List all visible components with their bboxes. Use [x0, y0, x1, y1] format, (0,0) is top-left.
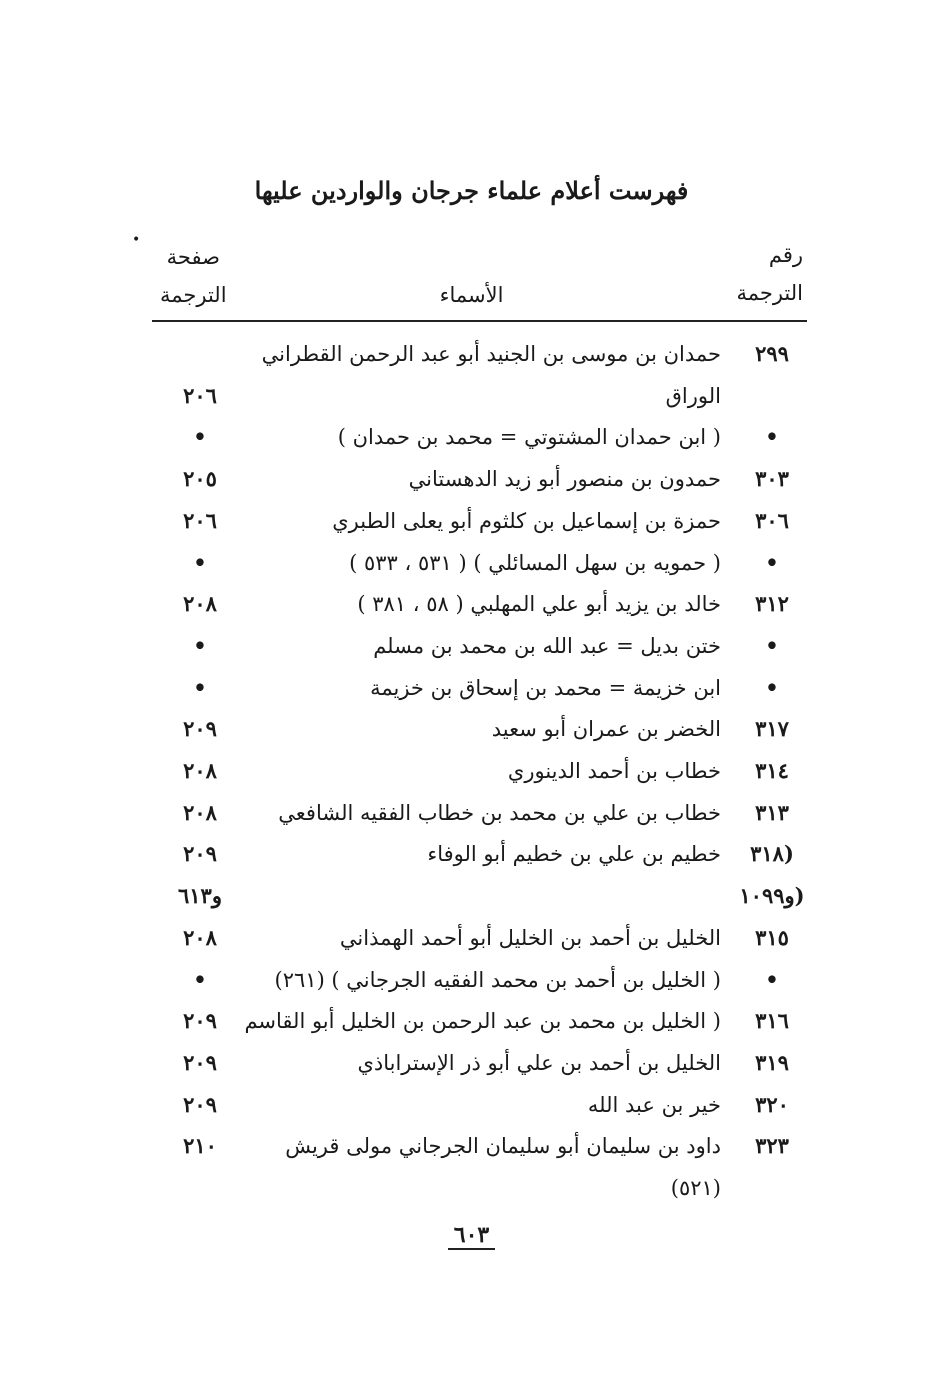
table-row	[0, 501, 943, 541]
table-row	[0, 960, 943, 1000]
entry-name: ابن خزيمة = محمد بن إسحاق بن خزيمة	[370, 675, 721, 700]
entry-number: ٣١٢	[755, 591, 789, 617]
table-row	[0, 751, 943, 791]
entry-page: •	[193, 966, 207, 992]
page-number	[0, 1222, 943, 1248]
entry-number: •	[765, 549, 779, 575]
entry-number: ٣١٥	[755, 924, 789, 950]
entry-name: خطاب بن علي بن محمد بن خطاب الفقيه الشافعي	[278, 800, 721, 825]
entry-name: خطيم بن علي بن خطيم أبو الوفاء	[427, 842, 721, 867]
entry-number: ٣٠٦	[755, 507, 789, 533]
entry-name: ( الخليل بن محمد بن عبد الرحمن بن الخليل أبو القاسم	[244, 1009, 721, 1034]
entry-page: •	[193, 632, 207, 658]
page-number-text: ٦٠٣	[448, 1222, 495, 1250]
entry-page: ٢٠٩	[183, 1008, 217, 1034]
entry-number: ٣١٩	[755, 1049, 789, 1075]
table-row	[0, 417, 943, 457]
entry-page: ٢١٠	[183, 1133, 217, 1159]
entry-page: ٢٠٨	[183, 591, 217, 617]
header-page	[160, 238, 227, 314]
entry-name: حمزة بن إسماعيل بن كلثوم أبو يعلى الطبري	[332, 508, 721, 533]
table-row	[0, 918, 943, 958]
table-row	[0, 1043, 943, 1083]
entry-name: الخليل بن أحمد بن علي أبو ذر الإستراباذي	[357, 1050, 721, 1075]
entry-number: •	[765, 424, 779, 450]
table-row	[0, 334, 943, 374]
table-row	[0, 793, 943, 833]
table-row	[0, 668, 943, 708]
entry-name: خالد بن يزيد أبو علي المهلبي ( ٥٨ ، ٣٨١ )	[357, 592, 721, 617]
entry-number: (٣١٨	[750, 841, 794, 867]
entry-page: و٦١٣	[178, 883, 222, 909]
header-divider	[152, 320, 807, 322]
table-row	[0, 1085, 943, 1125]
header-page-line1: صفحة	[166, 245, 220, 269]
header-names: الأسماء	[439, 283, 504, 307]
entry-page: ٢٠٩	[183, 1091, 217, 1117]
entry-name: ( ابن حمدان المشتوتي = محمد بن حمدان )	[337, 425, 721, 450]
entry-number: (و١٠٩٩	[739, 883, 805, 909]
entry-number: •	[765, 632, 779, 658]
entry-name: الوراق	[665, 383, 721, 408]
entry-page: ٢٠٦	[183, 382, 217, 408]
entry-name: ( حمويه بن سهل المسائلي ) ( ٥٣١ ، ٥٣٣ )	[349, 550, 721, 575]
entry-number: ٣٠٣	[755, 466, 789, 492]
page-title: فهرست أعلام علماء جرجان والواردين عليها	[254, 176, 689, 205]
table-row	[0, 876, 943, 916]
header-entry-number-line1: رقم	[768, 243, 803, 267]
entry-name: ختن بديل = عبد الله بن محمد بن مسلم	[373, 633, 721, 658]
table-row	[0, 584, 943, 624]
entry-page: •	[193, 424, 207, 450]
entry-number: ٣١٤	[755, 758, 789, 783]
entry-page: ٢٠٨	[183, 799, 217, 825]
entry-number: ٣٢٠	[755, 1091, 789, 1117]
entry-number: ٣٢٣	[755, 1133, 789, 1159]
entry-page: ٢٠٩	[183, 841, 217, 867]
entry-page: ٢٠٩	[183, 1049, 217, 1075]
entry-number: •	[765, 966, 779, 992]
entry-name: خير بن عبد الله	[587, 1092, 721, 1117]
entry-name: خطاب بن أحمد الدينوري	[507, 759, 721, 783]
header-page-line2: الترجمة	[160, 283, 227, 307]
entry-page: •	[193, 549, 207, 575]
margin-dot-mark: •	[132, 232, 141, 248]
table-row	[0, 709, 943, 749]
entry-name: حمدان بن موسى بن الجنيد أبو عبد الرحمن القطراني	[261, 342, 721, 366]
table-row	[0, 626, 943, 666]
entry-name: الخليل بن أحمد بن الخليل أبو أحمد الهمذاني	[339, 925, 721, 950]
entry-number: ٣١٧	[755, 716, 789, 742]
table-row	[0, 459, 943, 499]
entry-name: الخضر بن عمران أبو سعيد	[491, 717, 721, 742]
entry-page: ٢٠٨	[183, 758, 217, 783]
entry-page: ٢٠٨	[183, 924, 217, 950]
entry-name: ( الخليل بن أحمد بن محمد الفقيه الجرجاني ) (٢٦١)	[274, 967, 721, 992]
header-entry-number-line2: الترجمة	[736, 281, 803, 305]
table-row	[0, 1168, 943, 1208]
entry-number: ٣١٣	[755, 799, 789, 825]
entry-number: •	[765, 674, 779, 700]
entry-name: حمدون بن منصور أبو زيد الدهستاني	[408, 467, 721, 492]
table-row	[0, 543, 943, 583]
table-row	[0, 376, 943, 416]
table-row	[0, 834, 943, 874]
entry-number: ٢٩٩	[755, 341, 789, 366]
table-row	[0, 1001, 943, 1041]
entry-page: ٢٠٥	[183, 466, 217, 492]
entry-name: داود بن سليمان أبو سليمان الجرجاني مولى قريش	[285, 1134, 721, 1159]
entry-name: (٥٢١)	[670, 1176, 721, 1200]
entry-page: ٢٠٩	[183, 716, 217, 742]
table-row	[0, 1126, 943, 1166]
entry-page: ٢٠٦	[183, 507, 217, 533]
entry-number: ٣١٦	[755, 1008, 789, 1034]
entry-page: •	[193, 674, 207, 700]
